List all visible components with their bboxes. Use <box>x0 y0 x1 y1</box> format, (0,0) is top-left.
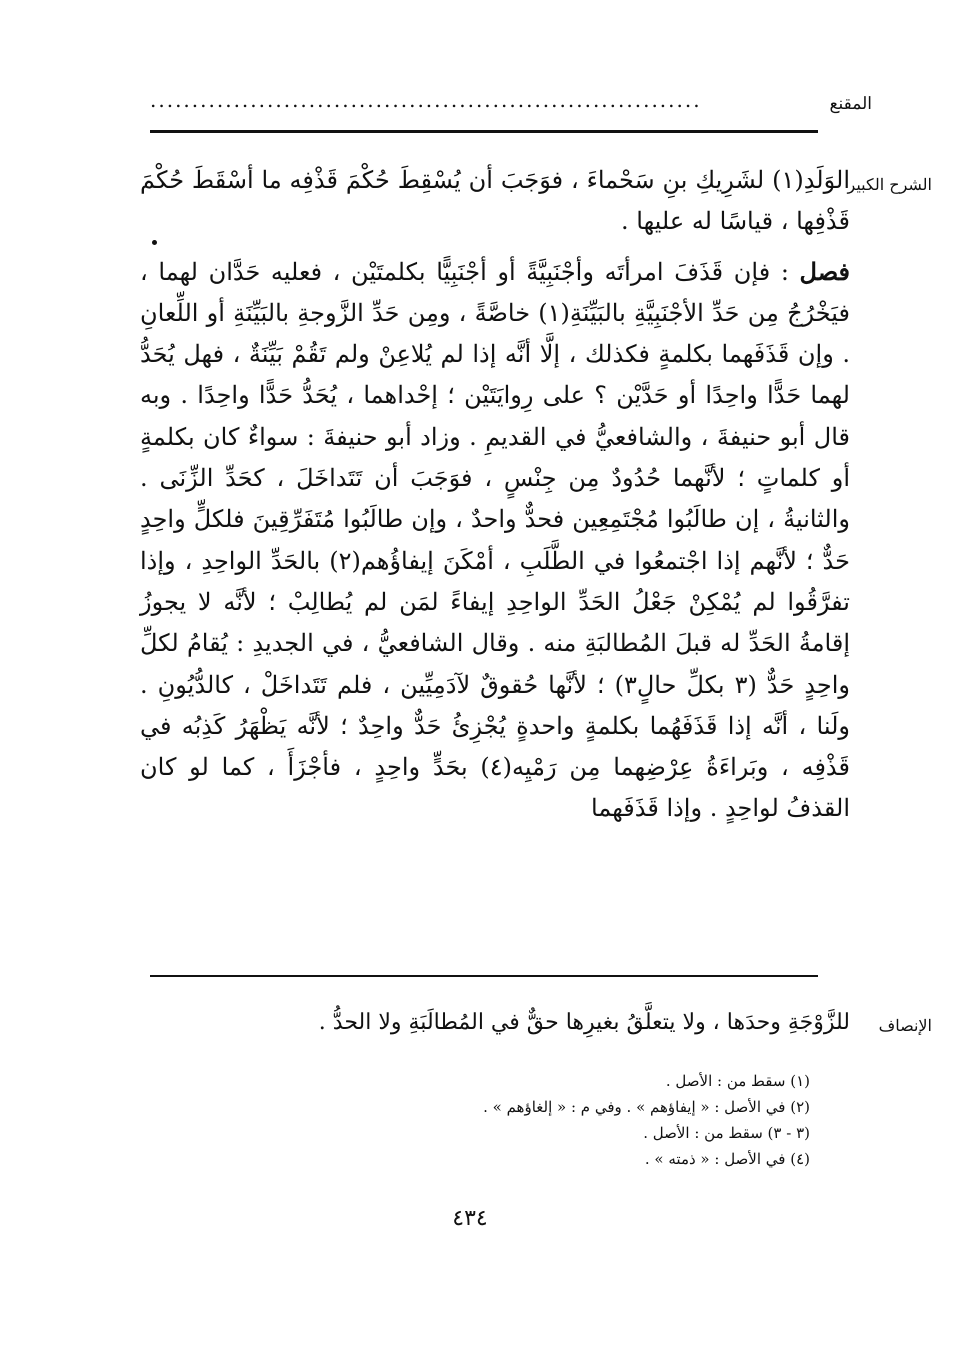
footnote-4: (٤) في الأصل : « ذمته » . <box>644 1150 810 1168</box>
paragraph-2-text: : فإن قَذَفَ امرأتَه وأجْنَبِيَّةً أو أجْنَبِيًّا بكلمتَيْن ، فعليه حَدَّان لهما ، فيَخْرُجُ مِن حَدِّ الأجْنَبِيَّةِ بالبَيِّنَةِ(١) خاصَّةً ، ومِن حَدِّ الزَّوجةِ بالبَيِّنَةِ أو اللِّعانِ . وإن قَذَفَهما بكلمةٍ فكذلك ، إلَّا أنَّه إذا لم يُلاعِنْ ولم تَقُمْ بَيِّنَةٌ ، فهل يُحَدُّ لهما حَدًّا واحِدًا أو حَدَّيْن ؟ على رِوايَتَيْن ؛ إحْداهما ، يُحَدُّ حَدًّا واحِدًا . وبه قال أبو حنيفةَ ، والشافعيُّ في القديمِ . وزاد أبو حنيفةَ : سواءٌ كان بكلمةٍ أو كلماتٍ ؛ لأنَّهما حُدُودٌ مِن جِنْسٍ ، فوَجَبَ أن تَتَداخَلَ ، كحَدِّ الزِّنَى . والثانيةُ ، إن طالَبُوا مُجْتَمِعِين فحدٌّ واحدٌ ، وإن طالَبُوا مُتَفَرِّقِينَ فلكلٍّ واحِدٍ حَدٌّ ؛ لأنَّهم إذا اجْتمعُوا في الطَّلَبِ ، أمْكَنَ إيفاؤُهم(٢) بالحَدِّ الواحِدِ ، وإذا تفرَّقُوا لم يُمْكِنْ جَعْلُ الحَدِّ الواحِدِ إيفاءً لمَن لم يُطالِبْ ؛ لأنَّه لا يجوزُ إقامةُ الحَدِّ له قبلَ المُطالبَةِ منه . وقال الشافعيُّ ، في الجديدِ : يُقامُ لكلِّ واحِدٍ حَدٌّ (٣ بكلِّ حالٍ٣) ؛ لأنَّها حُقوقٌ لآدَمِيِّين ، فلم تَتَداخَلْ ، كالدُّيُونِ . ولَنا ، أنَّه إذا قَذَفَهُما بكلمةٍ واحدةٍ يُجْزِئُ حَدٌّ واحِدٌ ؛ لأنَّه يَظْهَرُ كَذِبُه في قَذْفِه ، وبَراءَةُ عِرْضِهما مِن رَمْيِه(٤) بحَدٍّ واحِدٍ ، فأجْزَأَ ، كما لو كان القذفُ لواحِدٍ . وإذا قَذَفَهما <box>140 257 851 823</box>
footnote-3: (٣ - ٣) سقط من : الأصل . <box>643 1124 810 1142</box>
stray-dot-mark <box>152 240 157 245</box>
footnote-1: (١) سقط من : الأصل . <box>665 1072 810 1090</box>
side-label-insaf: الإنصاف <box>878 1016 932 1035</box>
fasl-heading: فصل <box>799 256 850 286</box>
side-label-sharh: الشرح الكبير <box>847 175 932 194</box>
page-number: ٤٣٤ <box>452 1206 488 1231</box>
insaf-text: للزَّوْجَةِ وحدَها ، ولا يتعلَّقُ بغيرِها حقٌّ في المُطالَبَةِ ولا الحدُّ . <box>318 1010 850 1035</box>
header-rule <box>150 130 818 133</box>
paragraph-1: الوَلَدِ(١) لشَرِيكِ بنِ سَحْماءَ ، فوَجَبَ أن يُسْقِطَ حُكْمَ قَذْفِه ما أسْقَطَ حُكْمَ قَذْفِها ، قياسًا له عليها . <box>140 166 850 236</box>
footnotes <box>310 1068 810 1172</box>
running-header-title: المقنع <box>829 94 872 114</box>
paragraph-2 <box>140 251 850 830</box>
section-rule <box>150 975 818 977</box>
main-body-text <box>140 160 850 830</box>
header-dotted-leader: .................................................................. <box>150 88 702 112</box>
footnote-2: (٢) في الأصل : « إيفاؤهم » . وفي م : « إلغاؤهم » . <box>483 1098 810 1116</box>
